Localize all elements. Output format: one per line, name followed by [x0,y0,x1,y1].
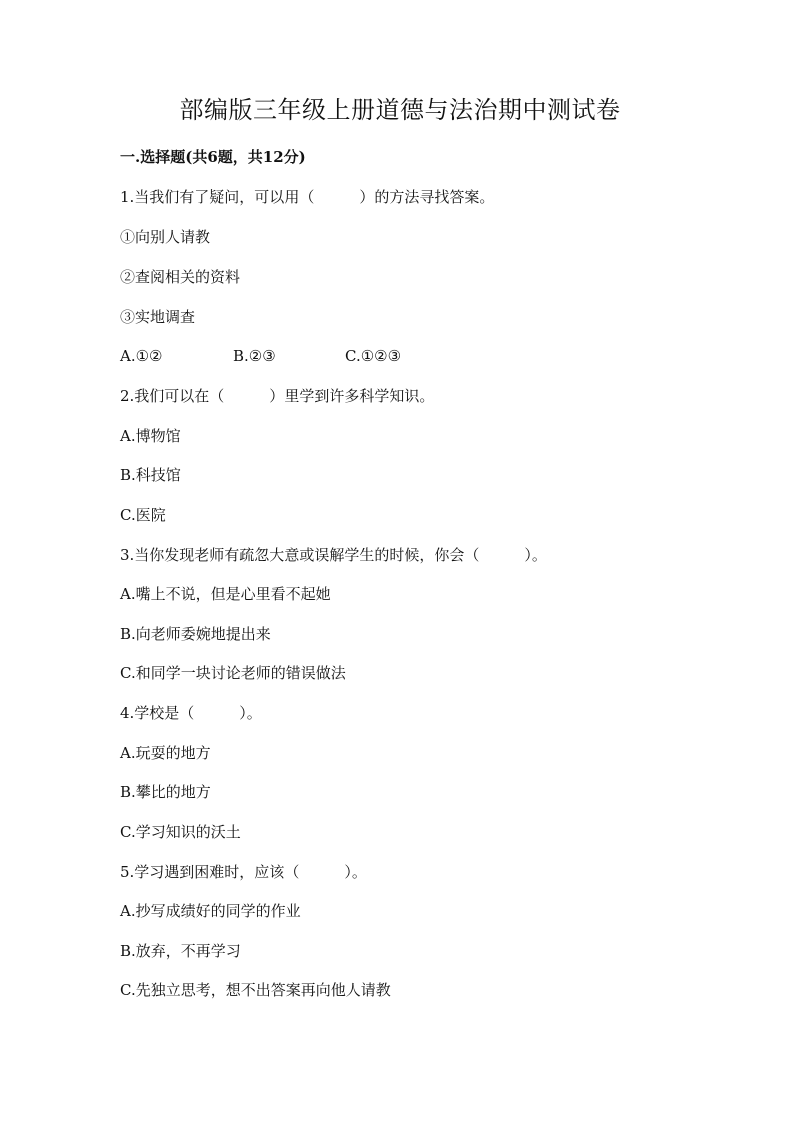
question-3-option-b: B.向老师委婉地提出来 [120,625,271,643]
question-2-option-a: A.博物馆 [120,427,181,445]
question-1-option-c: C.①②③ [345,347,402,365]
question-3-option-a: A.嘴上不说，但是心里看不起她 [120,585,331,603]
question-4-option-c: C.学习知识的沃土 [120,823,241,841]
question-1-option-a: A.①② [120,347,163,365]
question-3-stem: 3.当你发现老师有疏忽大意或误解学生的时候，你会（ ）。 [120,546,547,564]
question-1-item-3: ③实地调查 [120,308,196,326]
page-title: 部编版三年级上册道德与法治期中测试卷 [179,96,621,124]
question-4-option-b: B.攀比的地方 [120,783,211,801]
question-5-option-a: A.抄写成绩好的同学的作业 [120,902,301,920]
section-heading: 一.选择题(共6题，共12分) [120,148,306,166]
question-2-stem: 2.我们可以在（ ）里学到许多科学知识。 [120,387,435,405]
question-2-option-c: C.医院 [120,506,166,524]
question-5-option-c: C.先独立思考，想不出答案再向他人请教 [120,981,391,999]
question-5-stem: 5.学习遇到困难时，应该（ ）。 [120,863,367,881]
question-2-option-b: B.科技馆 [120,466,181,484]
question-1-item-2: ②查阅相关的资料 [120,268,241,286]
question-5-option-b: B.放弃，不再学习 [120,942,241,960]
question-1-option-b: B.②③ [233,347,276,365]
question-3-option-c: C.和同学一块讨论老师的错误做法 [120,664,346,682]
question-4-option-a: A.玩耍的地方 [120,744,211,762]
question-1-stem: 1.当我们有了疑问，可以用（ ）的方法寻找答案。 [120,188,495,206]
question-4-stem: 4.学校是（ ）。 [120,704,262,722]
question-1-item-1: ①向别人请教 [120,228,211,246]
